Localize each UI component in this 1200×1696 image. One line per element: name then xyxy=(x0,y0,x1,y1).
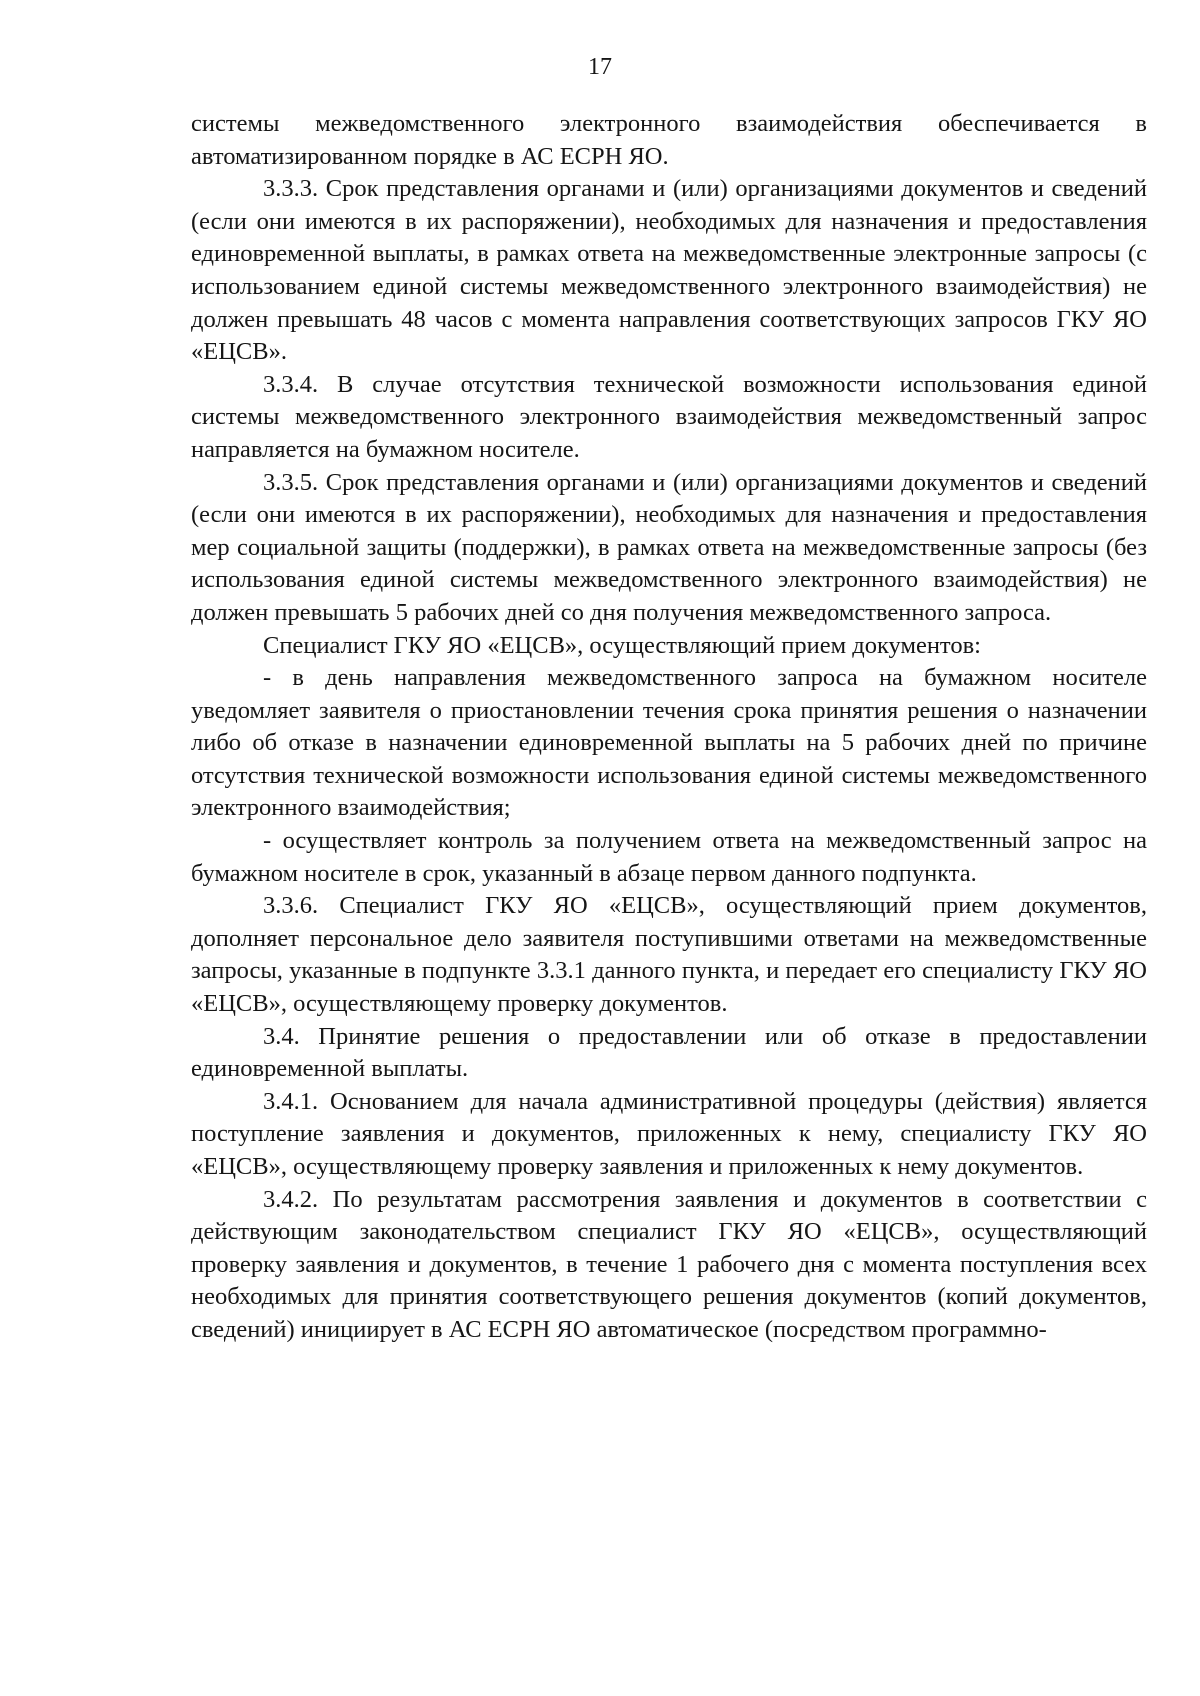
paragraph-specialist: Специалист ГКУ ЯО «ЕЦСВ», осуществляющий прием документов: xyxy=(263,631,981,659)
paragraph-3-3-3: 3.3.3. Срок представления органами и (или) организациями документов и сведений (если они имеются в их распоряжении), необходимых для назначения и предоставления единовременной выплаты, в рамках ответа на межведомственные электронные запросы (с использованием единой системы межведомственного электронного взаимодействия) не должен превышать 48 часов с момента направления соответствующих запросов ГКУ ЯО «ЕЦСВ». xyxy=(191,175,1147,366)
paragraph-3-3-5: 3.3.5. Срок представления органами и (или) организациями документов и сведений (если они имеются в их распоряжении), необходимых для назначения и предоставления мер социальной защиты (поддержки), в рамках ответа на межведомственные запросы (без использования единой системы межведомственного электронного взаимодействия) не должен превышать 5 рабочих дней со дня получения межведомственного запроса. xyxy=(191,468,1147,626)
page-number: 17 xyxy=(588,54,612,80)
body-text xyxy=(191,108,1147,1347)
paragraph-3-4: 3.4. Принятие решения о предоставлении или об отказе в предоставлении единовременной выплаты. xyxy=(191,1022,1147,1083)
paragraph-bullet-notify: - в день направления межведомственного запроса на бумажном носителе уведомляет заявителя о приостановлении течения срока принятия решения о назначении либо об отказе в назначении единовременной выплаты на 5 рабочих дней по причине отсутствия технической возможности использования единой системы межведомственного электронного взаимодействия; xyxy=(191,664,1147,822)
paragraph-3-4-2: 3.4.2. По результатам рассмотрения заявления и документов в соответствии с действующим законодательством специалист ГКУ ЯО «ЕЦСВ», осуществляющий проверку заявления и документов, в течение 1 рабочего дня с момента поступления всех необходимых для принятия соответствующего решения документов (копий документов, сведений) инициирует в АС ЕСРН ЯО автоматическое (посредством программно- xyxy=(191,1185,1147,1343)
paragraph-3-3-6: 3.3.6. Специалист ГКУ ЯО «ЕЦСВ», осуществляющий прием документов, дополняет персональное дело заявителя поступившими ответами на межведомственные запросы, указанные в подпункте 3.3.1 данного пункта, и передает его специалисту ГКУ ЯО «ЕЦСВ», осуществляющему проверку документов. xyxy=(191,892,1147,1018)
paragraph-3-4-1: 3.4.1. Основанием для начала административной процедуры (действия) является поступление заявления и документов, приложенных к нему, специалисту ГКУ ЯО «ЕЦСВ», осуществляющему проверку заявления и приложенных к нему документов. xyxy=(191,1087,1147,1180)
paragraph-bullet-control: - осуществляет контроль за получением ответа на межведомственный запрос на бумажном носителе в срок, указанный в абзаце первом данного подпункта. xyxy=(191,827,1147,887)
paragraph-continuation: системы межведомственного электронного взаимодействия обеспечивается в автоматизированном порядке в АС ЕСРН ЯО. xyxy=(191,110,1147,170)
paragraph-3-3-4: 3.3.4. В случае отсутствия технической возможности использования единой системы межведомственного электронного взаимодействия межведомственный запрос направляется на бумажном носителе. xyxy=(191,370,1147,463)
